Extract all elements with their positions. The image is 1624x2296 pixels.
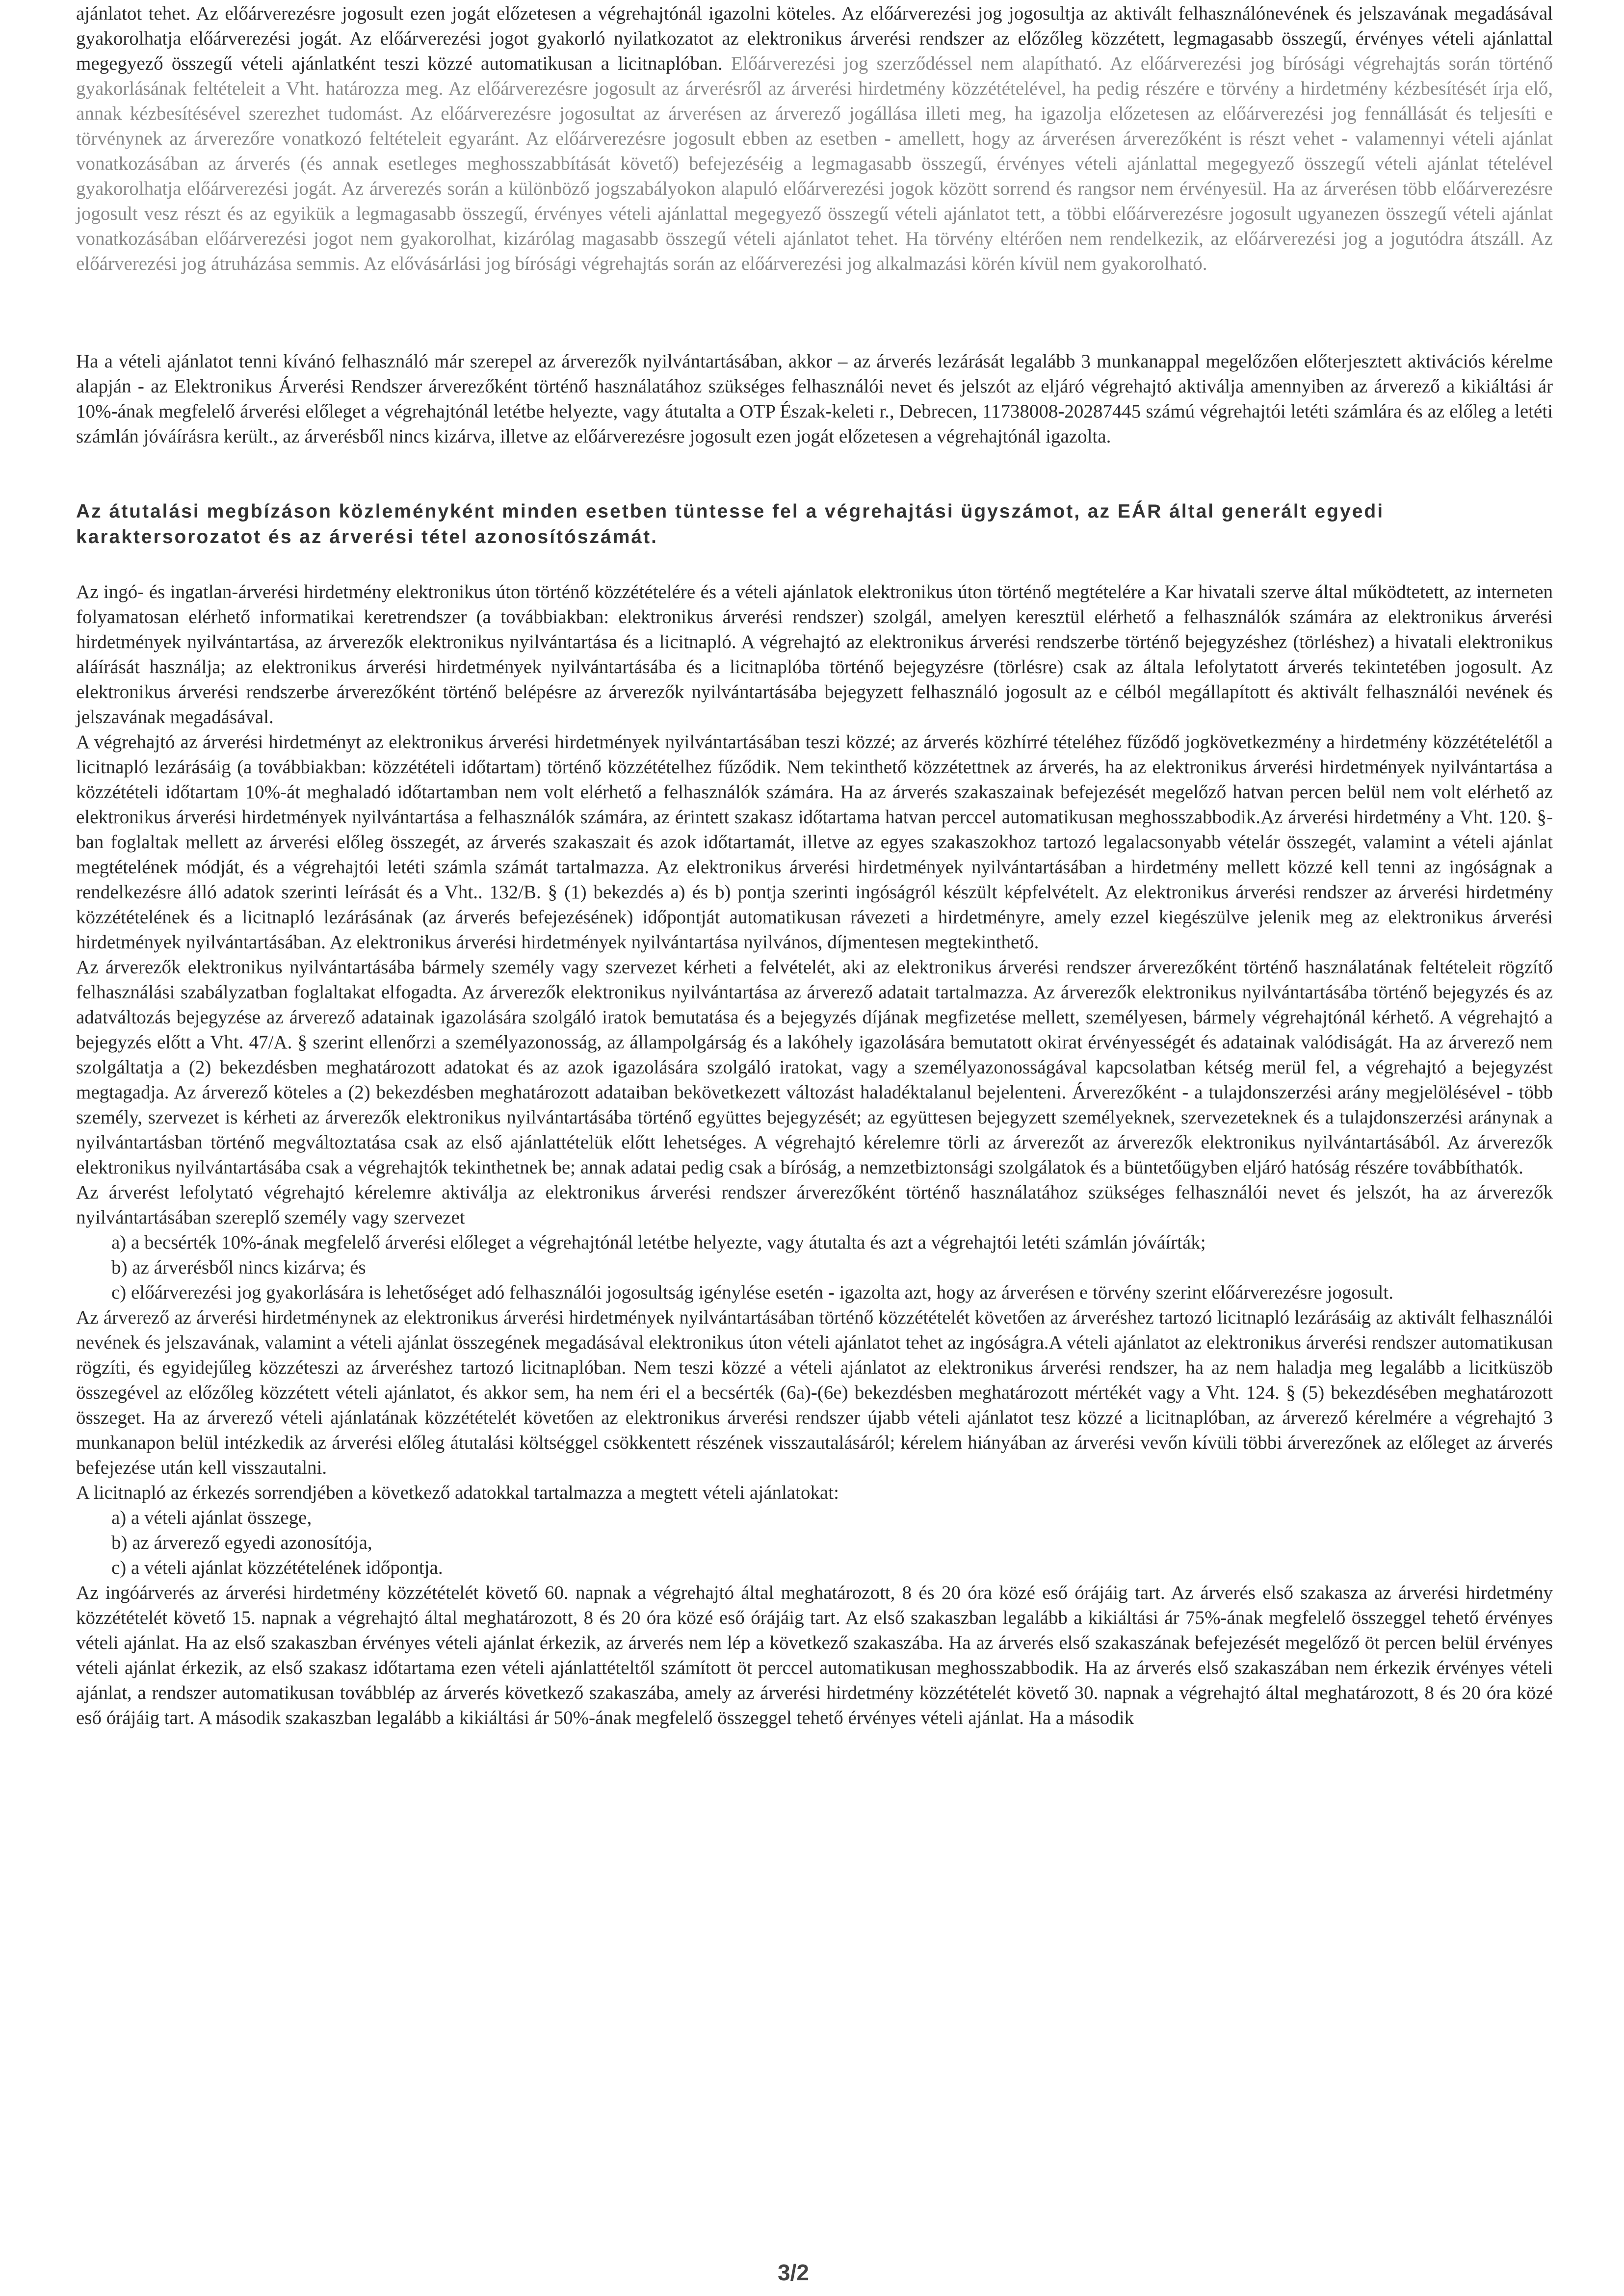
system-paragraph-1: Az ingó- és ingatlan-árverési hirdetmény elektronikus úton történő közzétételére és a vételi ajánlatok elektronikus úton történő megtételére a Kar hivatali szerve által működtetett, az interneten folyamatosan elérhető informatikai keretrendszer (a továbbiakban: elektronikus árverési rendszer) szolgál, amelyen keresztül elérhető a felhasználók számára az elektronikus árverési hirdetmények nyilvántartása, az árverezők elektronikus nyilvántartása és a licitnapló. A végrehajtó az elektronikus árverési rendszerbe történő bejegyzéshez (törléshez) a hivatali elektronikus aláírását használja; az elektronikus árverési hirdetmények nyilvántartásába és a licitnaplóba történő bejegyzésre (törlésre) csak az általa lefolytatott árverés tekintetében jogosult. Az elektronikus árverési rendszerbe árverezőként történő belépésre az árverezők nyilvántartásába bejegyzett felhasználó jogosult az e célból megállapított és aktivált felhasználói nevének és jelszavának megadásával. xyxy=(76,581,1553,728)
list-item: c) a vételi ajánlat közzétételének időpontja. xyxy=(111,1557,443,1578)
transfer-notice: Az átutalási megbízáson közleményként minden esetben tüntesse fel a végrehajtási ügyszámot, az EÁR által generált egyedi karaktersorozatot és az árverési tétel azonosítószámát. xyxy=(76,501,1385,548)
document-page xyxy=(76,3,1553,1730)
list-item: c) előárverezési jog gyakorlására is lehetőséget adó felhasználói jogosultság igénylése esetén - igazolta azt, hogy az árverésen e törvény szerint előárverezésre jogosult. xyxy=(111,1282,1393,1303)
stages-paragraph: Az ingóárverés az árverési hirdetmény közzétételét követő 60. napnak a végrehajtó által meghatározott, 8 és 20 óra közé eső órájáig tart. Az árverés első szakasza az árverési hirdetmény közzétételét követő 15. napnak a végrehajtó által meghatározott, 8 és 20 óra közé eső órájáig tart. Az első szakaszban legalább a kikiáltási ár 75%-ának megfelelő összeggel tehető érvényes vételi ajánlat. Ha az első szakaszban érvényes vételi ajánlat érkezik, az árverés nem lép a következő szakaszába. Ha az árverés első szakaszának befejezését megelőző öt percen belül érvényes vételi ajánlat érkezik, az első szakasz időtartama ezen vételi ajánlattételtől számított öt perccel automatikusan meghosszabbodik. Ha az árverés első szakaszában nem érkezik érvényes vételi ajánlat, a rendszer automatikusan továbblép az árverés következő szakaszába, amely az árverési hirdetmény közzétételét követő 30. napnak a végrehajtó által meghatározott, 8 és 20 óra közé eső órájáig tart. A második szakaszban legalább a kikiáltási ár 50%-ának megfelelő összeggel tehető érvényes vételi ajánlat. Ha a második xyxy=(76,1582,1553,1728)
list-item: a) a becsérték 10%-ának megfelelő árverési előleget a végrehajtónál letétbe helyezte, vagy átutalta és azt a végrehajtói letéti számlán jóváírták; xyxy=(111,1232,1206,1253)
activation-paragraph: Ha a vételi ajánlatot tenni kívánó felhasználó már szerepel az árverezők nyilvántartásában, akkor – az árverés lezárását legalább 3 munkanappal megelőzően előterjesztett aktivációs kérelme alapján - az Elektronikus Árverési Rendszer árverezőként történő használatához szükséges felhasználói nevet és jelszót az eljáró végrehajtó aktiválja amennyiben az árverező a kikiáltási ár 10%-ának megfelelő árverési előleget a végrehajtónál letétbe helyezte, vagy átutalta a OTP Észak-keleti r., Debrecen, 11738008-20287445 számú végrehajtói letéti számlára és az előleg a letéti számlán jóváírásra került., az árverésből nincs kizárva, illetve az előárverezésre jogosult ezen jogát előzetesen a végrehajtónál igazolta. xyxy=(76,351,1553,447)
preemption-paragraph xyxy=(76,1,1553,276)
system-paragraph-5: Az árverező az árverési hirdetménynek az elektronikus árverési hirdetmények nyilvántartásában történő közzétételét követően az árveréshez tartozó licitnapló lezárásáig az aktivált felhasználói nevének és jelszavának, valamint a vételi ajánlat összegének megadásával elektronikus úton vételi ajánlatot tehet az ingóságra.A vételi ajánlatot az elektronikus árverési rendszer automatikusan rögzíti, és egyidejűleg közzéteszi az árveréshez tartozó licitnaplóban. Nem teszi közzé a vételi ajánlatot az elektronikus árverési rendszer, ha az nem haladja meg legalább a licitküszöb összegével az előzőleg közzétett vételi ajánlatot, és akkor sem, ha nem éri el a becsérték (6a)-(6e) bekezdésben meghatározott mértékét vagy a Vht. 124. § (5) bekezdésében meghatározott összeget. Ha az árverező vételi ajánlatának közzétételét követően az elektronikus árverési rendszer újabb vételi ajánlatot tesz közzé a licitnaplóban, az árverező kérelmére a végrehajtó 3 munkanapon belül intézkedik az árverési előleg átutalási költséggel csökkentett részének visszautalásáról; kérelem hiányában az árverési vevőn kívüli többi árverezőnek az előleget az árverés befejezése után kell visszautalni. xyxy=(76,1307,1553,1478)
preemption-text: ajánlatot tehet. Az előárverezésre jogosult ezen jogát előzetesen a végrehajtónál igazolni köteles. Az előárverezési jog jogosultja az aktivált felhasználónevének és jelszavának megadásával gyakorolhatja előárverezési jogát. Az előárverezési jogot gyakorló nyilatkozatot az elektronikus árverési rendszer az előzőleg közzétett, legmagasabb összegű, érvényes vételi ajánlattal megegyező összegű vételi ajánlatként teszi közzé automatikusan a licitnaplóban. xyxy=(76,3,1553,74)
system-paragraph-2: A végrehajtó az árverési hirdetményt az elektronikus árverési hirdetmények nyilvántartásában teszi közzé; az árverés közhírré tételéhez fűződő jogkövetkezmény a hirdetmény közzétételétől a licitnapló lezárásáig (a továbbiakban: közzétételi időtartam) történő közzétételhez fűződik. Nem tekinthető közzétettnek az árverés, ha az elektronikus árverési hirdetmények nyilvántartása a közzétételi időtartam 10%-át meghaladó időtartamban nem volt elérhető a felhasználók számára. Ha az árverés szakaszainak befejezését megelőző hatvan percen belül nem volt elérhető az elektronikus árverési hirdetmények nyilvántartása a felhasználók számára, az érintett szakasz időtartama hatvan perccel automatikusan meghosszabbodik.Az árverési hirdetmény a Vht. 120. §-ban foglaltak mellett az árverési előleg összegét, az árverés szakaszait és azok időtartamát, illetve az egyes szakaszokhoz tartozó legalacsonyabb vételár összegét, valamint a vételi ajánlat megtételének módját, és a végrehajtói letéti számla számát tartalmazza. Az elektronikus árverési hirdetmények nyilvántartásában a hirdetmény mellett közzé kell tenni az ingóságnak a rendelkezésre álló adatok szerinti leírását és a Vht.. 132/B. § (1) bekezdés a) és b) pontja szerinti ingóságról készült képfelvételt. Az elektronikus árverési rendszer az árverési hirdetmény közzétételének és a licitnapló lezárásának (az árverés befejezésének) időpontját automatikusan rávezeti a hirdetményre, amely ezzel kiegészülve jelenik meg az elektronikus árverési hirdetmények nyilvántartásában. Az elektronikus árverési hirdetmények nyilvántartása nyilvános, díjmentesen megtekinthető. xyxy=(76,731,1553,953)
preemption-faded-text: Előárverezési jog szerződéssel nem alapítható. Az előárverezési jog bírósági végrehajtás során történő gyakorlásának feltételeit a Vht. határozza meg. Az előárverezésre jogosult az árverésről az árverési hirdetmény közzétételével, ha pedig részére e törvény a hirdetmény kézbesítését írja elő, annak kézbesítésével szerezhet tudomást. Az előárverezésre jogosultat az árverésen az árverező jogállása illeti meg, ha igazolja előzetesen az előárverezési jog fennállását és teljesíti e törvénynek az árverezőre vonatkozó feltételeit egyaránt. Az előárverezésre jogosult ebben az esetben - amellett, hogy az árverésen árverezőként is részt vehet - valamennyi vételi ajánlat vonatkozásában az árverés (és annak esetleges meghosszabbítását követő) befejezéséig a legmagasabb összegű, érvényes vételi ajánlattal megegyező összegű vételi ajánlat tételével gyakorolhatja előárverezési jogát. Az árverezés során a különböző jogszabályokon alapuló előárverezési jogok között sorrend és rangsor nem érvényesül. Ha az árverésen több előárverezésre jogosult vesz részt és az egyikük a legmagasabb összegű, érvényes vételi ajánlattal megegyező összegű vételi ajánlatot tett, a többi előárverezésre jogosult ugyanezen összegű vételi ajánlat vonatkozásában előárverezési jogot nem gyakorolhat, kizárólag magasabb összegű vételi ajánlatot tehet. Ha törvény eltérően nem rendelkezik, az előárverezési jog a jogutódra átszáll. Az előárverezési jog átruházása semmis. Az elővásárlási jog bírósági végrehajtás során az előárverezési jog alkalmazási körén kívül nem gyakorolható. xyxy=(76,53,1553,274)
page-number: 3/2 xyxy=(778,2260,809,2285)
licit-intro: A licitnapló az érkezés sorrendjében a következő adatokkal tartalmazza a megtett vételi ajánlatokat: xyxy=(76,1482,839,1503)
list-item: b) az árverésből nincs kizárva; és xyxy=(111,1257,366,1278)
list-item: a) a vételi ajánlat összege, xyxy=(111,1507,312,1528)
list-item: b) az árverező egyedi azonosítója, xyxy=(111,1532,372,1553)
system-paragraph-3: Az árverezők elektronikus nyilvántartásába bármely személy vagy szervezet kérheti a felvételét, aki az elektronikus árverési rendszer árverezőként történő használatának feltételeit rögzítő felhasználási szabályzatban foglaltakat elfogadta. Az árverezők elektronikus nyilvántartása az árverező adatait tartalmazza. Az árverezők elektronikus nyilvántartásába történő bejegyzés és az adatváltozás bejegyzése az árverező adatainak igazolására szolgáló iratok bemutatása és a bejegyzés díjának megfizetése mellett, személyesen, bármely végrehajtónál kérhető. A végrehajtó a bejegyzés előtt a Vht. 47/A. § szerint ellenőrzi a személyazonosság, az állampolgárság és a lakóhely igazolására bemutatott okirat érvényességét és adatainak valódiságát. Ha az árverező nem szolgáltatja a (2) bekezdésben meghatározott adatokat és az azok igazolására szolgáló iratokat, vagy a személyazonosságával kapcsolatban kétség merül fel, a végrehajtó a bejegyzést megtagadja. Az árverező köteles a (2) bekezdésben meghatározott adataiban bekövetkezett változást haladéktalanul bejelenteni. Árverezőként - a tulajdonszerzési arány megjelölésével - több személy, szervezet is kérheti az árverezők elektronikus nyilvántartásába történő együttes bejegyzését; az együttesen bejegyzett személyeknek, szervezeteknek és a tulajdonszerzési aránynak a nyilvántartásban történő megváltoztatása csak az első ajánlattételük előtt lehetséges. A végrehajtó kérelemre törli az árverezőt az árverezők elektronikus nyilvántartásából. Az árverezők elektronikus nyilvántartásába csak a végrehajtók tekinthetnek be; annak adatai pedig csak a bíróság, a nemzetbiztonsági szolgálatok és a büntetőügyben eljáró hatóság részére továbbíthatók. xyxy=(76,957,1553,1178)
system-paragraph-4: Az árverést lefolytató végrehajtó kérelemre aktiválja az elektronikus árverési rendszer árverezőként történő használatához szükséges felhasználói nevet és jelszót, ha az árverezők nyilvántartásában szereplő személy vagy szervezet xyxy=(76,1182,1553,1228)
